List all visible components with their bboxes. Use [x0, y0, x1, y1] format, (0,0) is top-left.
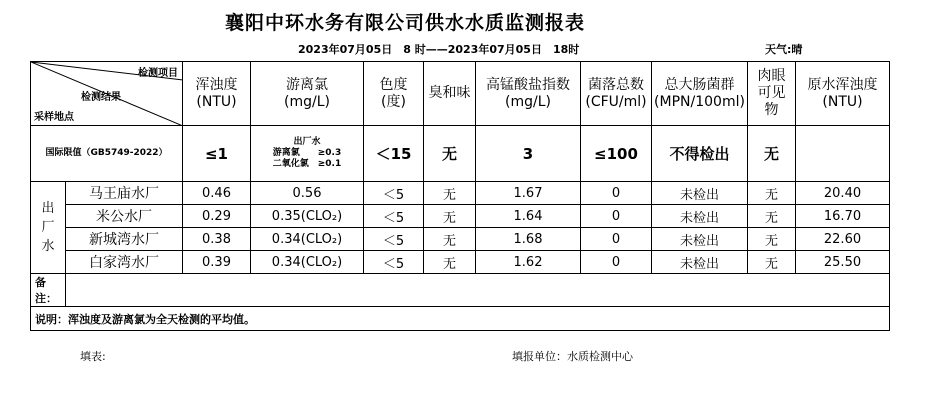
coliform-value: 未检出	[652, 182, 748, 205]
limit-label: 国际限值（GB5749-2022）	[31, 126, 183, 182]
chlorine-value: 0.34(CLO₂)	[251, 251, 364, 274]
table-row	[31, 182, 890, 205]
date-range: 2023年07月05日 8 时——2023年07月05日 18时	[298, 43, 580, 56]
colony-value: 0	[581, 205, 652, 228]
col-header-text: 臭和味	[428, 85, 471, 101]
col-header-odor	[424, 62, 476, 126]
col-header-text: 游离氯 (mg/L)	[284, 76, 330, 110]
col-header-colony	[581, 62, 652, 126]
diag-result-label: 检测结果	[81, 92, 121, 103]
col-header-text: 色度 (度)	[379, 76, 408, 110]
note-row	[31, 307, 890, 331]
visible-value: 无	[748, 228, 796, 251]
remark-row	[31, 274, 890, 307]
plant-name: 马王庙水厂	[66, 182, 183, 205]
limit-visible: 无	[748, 126, 796, 182]
color-value: ＜5	[364, 251, 424, 274]
coliform-value: 未检出	[652, 205, 748, 228]
coliform-value: 未检出	[652, 228, 748, 251]
permanganate-value: 1.62	[476, 251, 581, 274]
visible-value: 无	[748, 205, 796, 228]
report-title: 襄阳中环水务有限公司供水水质监测报表	[224, 12, 585, 34]
header-row	[31, 62, 890, 126]
col-header-raw-turbidity	[796, 62, 890, 126]
note-text: 说明：浑浊度及游离氯为全天检测的平均值。	[31, 307, 890, 331]
limit-row	[31, 126, 890, 182]
col-header-text: 浑浊度 (NTU)	[195, 76, 238, 110]
col-header-text: 高锰酸盐指数 (mg/L)	[486, 76, 570, 110]
colony-value: 0	[581, 251, 652, 274]
diag-location-label: 采样地点	[34, 112, 74, 123]
col-header-visible	[748, 62, 796, 126]
col-header-permanganate	[476, 62, 581, 126]
station-group-text: 出 厂 水	[41, 201, 55, 254]
plant-name: 米公水厂	[66, 205, 183, 228]
water-quality-table	[30, 61, 890, 331]
raw-turbidity-value: 20.40	[796, 182, 890, 205]
color-value: ＜5	[364, 182, 424, 205]
col-header-text: 菌落总数 (CFU/ml)	[585, 76, 647, 110]
plant-name: 新城湾水厂	[66, 228, 183, 251]
limit-turbidity: ≤1	[183, 126, 251, 182]
col-header-text: 肉眼 可见 物	[757, 68, 786, 118]
turbidity-value: 0.39	[183, 251, 251, 274]
col-header-text: 原水浑浊度 (NTU)	[807, 76, 878, 110]
weather: 天气:晴	[765, 43, 803, 56]
permanganate-value: 1.68	[476, 228, 581, 251]
table-row	[31, 205, 890, 228]
reporting-unit: 填报单位：水质检测中心	[512, 350, 633, 363]
odor-value: 无	[424, 251, 476, 274]
turbidity-value: 0.38	[183, 228, 251, 251]
chlorine-value: 0.56	[251, 182, 364, 205]
limit-chlorine-line: 二氧化氯 ≥0.1	[272, 159, 342, 169]
odor-value: 无	[424, 182, 476, 205]
diagonal-header-cell	[31, 62, 183, 126]
colony-value: 0	[581, 182, 652, 205]
station-group-label	[31, 182, 66, 274]
col-header-free-chlorine	[251, 62, 364, 126]
remark-label: 备注：	[31, 274, 66, 307]
coliform-value: 未检出	[652, 251, 748, 274]
colony-value: 0	[581, 228, 652, 251]
turbidity-value: 0.46	[183, 182, 251, 205]
raw-turbidity-value: 16.70	[796, 205, 890, 228]
permanganate-value: 1.64	[476, 205, 581, 228]
col-header-coliform	[652, 62, 748, 126]
odor-value: 无	[424, 205, 476, 228]
table-row	[31, 251, 890, 274]
plant-name: 白家湾水厂	[66, 251, 183, 274]
turbidity-value: 0.29	[183, 205, 251, 228]
diag-item-label: 检测项目	[138, 68, 178, 79]
limit-raw-turbidity	[796, 126, 890, 182]
limit-chlorine-line: 游离氯 ≥0.3	[272, 148, 342, 158]
remark-content	[66, 274, 890, 307]
col-header-text: 总大肠菌群 (MPN/100ml)	[654, 76, 745, 110]
col-header-turbidity	[183, 62, 251, 126]
color-value: ＜5	[364, 228, 424, 251]
visible-value: 无	[748, 251, 796, 274]
limit-color: ＜15	[364, 126, 424, 182]
limit-colony: ≤100	[581, 126, 652, 182]
col-header-color	[364, 62, 424, 126]
visible-value: 无	[748, 182, 796, 205]
limit-odor: 无	[424, 126, 476, 182]
color-value: ＜5	[364, 205, 424, 228]
limit-chlorine-line: 出厂水	[293, 137, 321, 147]
limit-chlorine	[251, 126, 364, 182]
table-row	[31, 228, 890, 251]
raw-turbidity-value: 25.50	[796, 251, 890, 274]
limit-permanganate: 3	[476, 126, 581, 182]
chlorine-value: 0.35(CLO₂)	[251, 205, 364, 228]
odor-value: 无	[424, 228, 476, 251]
limit-coliform: 不得检出	[652, 126, 748, 182]
permanganate-value: 1.67	[476, 182, 581, 205]
chlorine-value: 0.34(CLO₂)	[251, 228, 364, 251]
raw-turbidity-value: 22.60	[796, 228, 890, 251]
filled-by-label: 填表:	[80, 350, 106, 363]
